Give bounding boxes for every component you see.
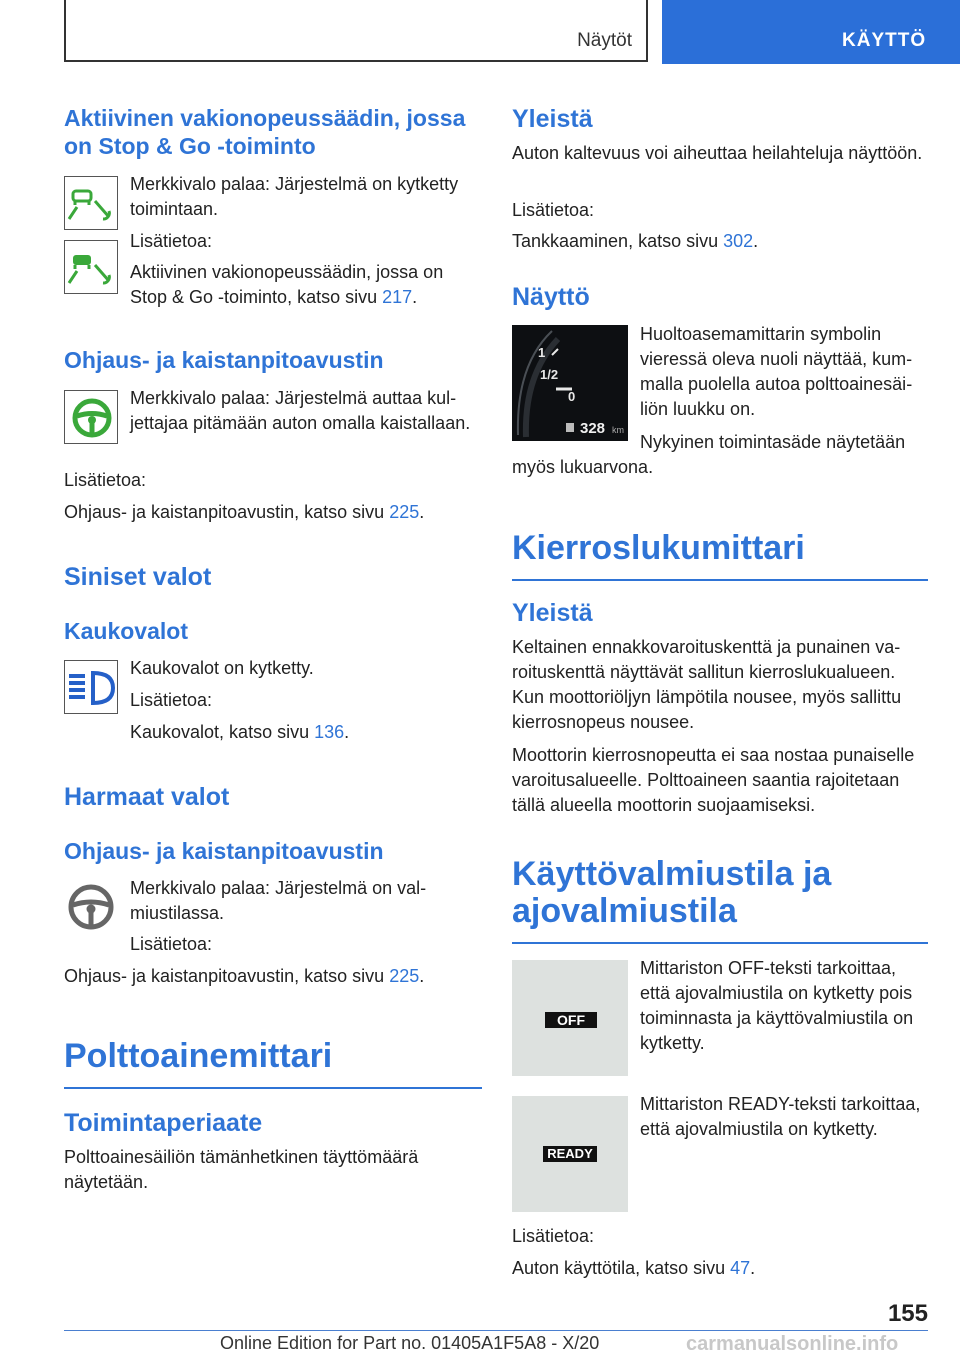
- general-text: Auton kaltevuus voi aiheuttaa heilahteluja näyttöön.: [512, 143, 923, 163]
- ready-description: Mittariston READY-teksti tarkoittaa, että ajovalmiustila on kytketty.: [640, 1094, 921, 1139]
- readiness-more-label: Lisätietoa:: [512, 1226, 595, 1246]
- lane-assist-description: Merkkivalo palaa: Järjestelmä auttaa kuljettajaa pitämään auton omalla kaistallaan.: [130, 388, 471, 433]
- general-more-label: Lisätietoa:: [512, 200, 595, 220]
- acc-page-link[interactable]: 217: [382, 287, 413, 307]
- high-beam-icon: [64, 660, 118, 714]
- acc-description: Merkkivalo palaa: Järjestelmä on kytketty toimintaan.: [130, 174, 459, 219]
- general-page-link[interactable]: 302: [723, 231, 754, 251]
- watermark: carmanualsonline.info: [686, 1333, 899, 1355]
- lane-assist-reference-text: Ohjaus- ja kaistanpitoavustin, katso sivu: [64, 502, 385, 522]
- chapter-tab-label: KÄYTTÖ: [842, 30, 927, 51]
- high-beam-subheading: Kaukovalot: [64, 618, 188, 644]
- high-beam-reference: Kaukovalot, katso sivu 136.: [130, 722, 350, 742]
- steering-wheel-green-icon: [64, 390, 118, 444]
- tachometer-text-2: Moottorin kierrosnopeutta ei saa nostaa punaiselle varoitusalueelle. Polttoaineen saantia rajoitetaan tällä alueella moottorin suojaamiseksi.: [512, 745, 915, 815]
- lane-assist-reference: Ohjaus- ja kaistanpitoavustin, katso sivu 225.: [64, 502, 425, 522]
- footer-divider: [64, 1330, 928, 1331]
- readiness-page-link[interactable]: 47: [730, 1258, 751, 1278]
- general-reference: Tankkaaminen, katso sivu 302.: [512, 231, 759, 251]
- high-beam-more-label: Lisätietoa:: [130, 690, 213, 710]
- lane-assist-heading: Ohjaus- ja kaistanpitoavustin: [64, 347, 384, 373]
- readiness-heading: Käyttövalmiustila ja ajovalmiustila: [512, 856, 928, 944]
- off-description: Mittariston OFF-teksti tarkoittaa, että ajovalmiustila on kytketty pois toiminnasta ja käyttövalmiustila on kytketty.: [640, 958, 914, 1053]
- edition-text: Online Edition for Part no. 01405A1F5A8 - X/20: [220, 1333, 600, 1353]
- off-display-image: [512, 960, 628, 1076]
- acc-more-label: Lisätietoa:: [130, 231, 213, 251]
- display-text-2b: myös lukuarvona.: [512, 457, 654, 477]
- grey-lane-assist-reference-text: Ohjaus- ja kaistanpitoavustin, katso sivu: [64, 966, 385, 986]
- general-heading: Yleistä: [512, 105, 593, 133]
- acc-reference: Aktiivinen vakionopeussäädin, jossa on Stop & Go -toiminto, katso sivu 217.: [130, 262, 444, 307]
- high-beam-reference-text: Kaukovalot, katso sivu: [130, 722, 310, 742]
- section-title: Näytöt: [577, 30, 632, 51]
- acc-stop-go-icon: [64, 240, 118, 294]
- general-reference-text: Tankkaaminen, katso sivu: [512, 231, 719, 251]
- tachometer-subheading: Yleistä: [512, 599, 593, 627]
- grey-lane-assist-more-label: Lisätietoa:: [130, 934, 213, 954]
- off-label: OFF: [545, 1012, 597, 1028]
- fuel-gauge-image: [512, 325, 628, 441]
- acc-stop-go-heading: Aktiivinen vakionopeussäädin, jossa on Stop & Go -toiminto: [64, 105, 466, 159]
- fuel-gauge-heading: Polttoainemittari: [64, 1038, 482, 1089]
- high-beam-page-link[interactable]: 136: [314, 722, 345, 742]
- gauge-range-unit: km: [612, 425, 624, 435]
- readiness-reference: Auton käyttötila, katso sivu 47.: [512, 1258, 756, 1278]
- gauge-mark-full: 1: [538, 345, 546, 360]
- lane-assist-page-link[interactable]: 225: [389, 502, 420, 522]
- display-heading: Näyttö: [512, 283, 590, 311]
- chapter-tab[interactable]: [662, 0, 960, 64]
- gauge-mark-half: 1/2: [540, 367, 559, 382]
- acc-indicator-icon: [64, 176, 118, 230]
- grey-lane-assist-description: Merkkivalo palaa: Järjestelmä on valmiustilassa.: [130, 878, 427, 923]
- display-text-2a: Nykyinen toimintasäde näytetään: [640, 432, 906, 452]
- grey-lane-assist-subheading: Ohjaus- ja kaistanpitoavustin: [64, 838, 384, 864]
- fuel-principle-subheading: Toimintaperiaate: [64, 1109, 263, 1137]
- acc-reference-text: Aktiivinen vakionopeussäädin, jossa on Stop & Go -toiminto, katso sivu: [130, 262, 444, 307]
- page-number: 155: [887, 1300, 928, 1327]
- fuel-principle-text: Polttoainesäiliön tämänhetkinen täyttömäärä näytetään.: [64, 1147, 419, 1192]
- gauge-mark-empty: 0: [568, 389, 576, 404]
- lane-assist-more-label: Lisätietoa:: [64, 470, 147, 490]
- readiness-reference-text: Auton käyttötila, katso sivu: [512, 1258, 726, 1278]
- ready-display-image: [512, 1096, 628, 1212]
- header-frame: [64, 0, 648, 62]
- steering-wheel-grey-icon: [64, 880, 118, 934]
- blue-lights-heading: Siniset valot: [64, 563, 212, 591]
- tachometer-text-1: Keltainen ennakkovaroituskenttä ja punainen varoituskenttä näyttävät sallitun kierroslukualueen. Kun moottoriöljyn lämpötila nousee, myös sallittu kierrosnopeus nousee.: [512, 637, 902, 732]
- ready-label: READY: [543, 1146, 597, 1162]
- grey-lane-assist-page-link[interactable]: 225: [389, 966, 420, 986]
- tachometer-heading: Kierroslukumittari: [512, 530, 928, 581]
- display-text-1: Huoltoasemamittarin symbolin vieressä oleva nuoli näyttää, kummalla puolella autoa polttoainesäiliön luukku on.: [640, 324, 913, 419]
- gauge-range-value: 328: [580, 420, 606, 437]
- grey-lights-heading: Harmaat valot: [64, 783, 230, 811]
- high-beam-description: Kaukovalot on kytketty.: [130, 658, 314, 678]
- grey-lane-assist-reference: Ohjaus- ja kaistanpitoavustin, katso sivu 225.: [64, 966, 425, 986]
